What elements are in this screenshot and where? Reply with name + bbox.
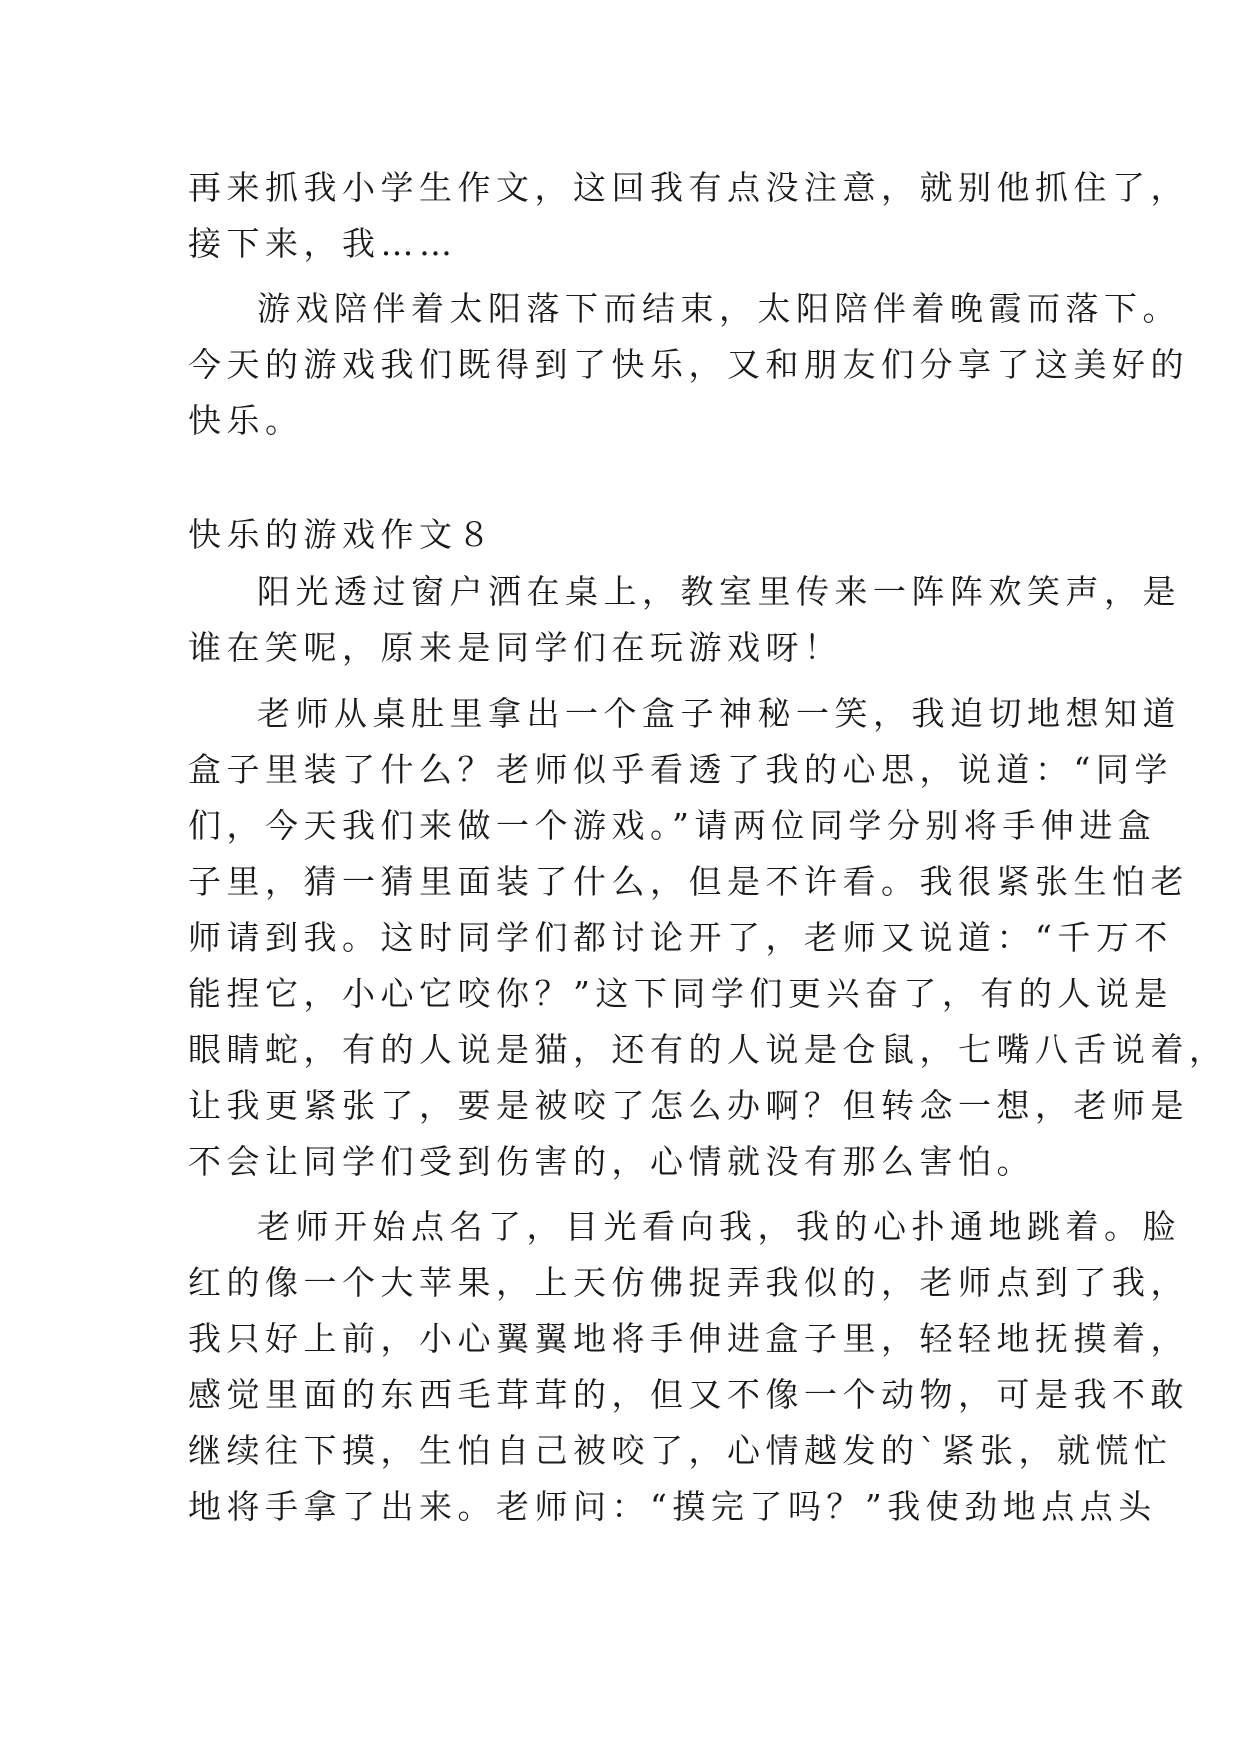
text-line: 谁在笑呢，原来是同学们在玩游戏呀！ — [188, 628, 843, 667]
text-line: 红的像一个大苹果，上天仿佛捉弄我似的，老师点到了我， — [188, 1263, 1189, 1302]
section-heading: 快乐的游戏作文８ — [188, 515, 496, 554]
text-line: 接下来，我…… — [188, 224, 458, 263]
text-line: 子里，猜一猜里面装了什么，但是不许看。我很紧张生怕老 — [188, 862, 1189, 901]
text-line: 老师从桌肚里拿出一个盒子神秘一笑，我迫切地想知道 — [257, 694, 1181, 733]
text-line: 们，今天我们来做一个游戏。”请两位同学分别将手伸进盒 — [188, 806, 1157, 845]
text-line: 能捏它，小心它咬你？”这下同学们更兴奋了，有的人说是 — [188, 974, 1173, 1013]
text-line: 眼睛蛇，有的人说是猫，还有的人说是仓鼠，七嘴八舌说着， — [188, 1030, 1228, 1069]
text-line: 继续往下摸，生怕自己被咬了，心情越发的`紧张，就慌忙 — [188, 1431, 1173, 1470]
text-line: 师请到我。这时同学们都讨论开了，老师又说道：“千万不 — [188, 918, 1173, 957]
text-line: 盒子里装了什么？老师似乎看透了我的心思，说道：“同学 — [188, 750, 1173, 789]
text-line: 阳光透过窗户洒在桌上，教室里传来一阵阵欢笑声，是 — [257, 572, 1181, 611]
text-line: 我只好上前，小心翼翼地将手伸进盒子里，轻轻地抚摸着， — [188, 1319, 1189, 1358]
text-line: 感觉里面的东西毛茸茸的，但又不像一个动物，可是我不敢 — [188, 1375, 1189, 1414]
text-line: 让我更紧张了，要是被咬了怎么办啊？但转念一想，老师是 — [188, 1086, 1189, 1125]
text-line: 老师开始点名了，目光看向我，我的心扑通地跳着。脸 — [257, 1207, 1181, 1246]
text-line: 今天的游戏我们既得到了快乐，又和朋友们分享了这美好的 — [188, 345, 1189, 384]
text-line: 快乐。 — [188, 401, 304, 440]
text-line: 再来抓我小学生作文，这回我有点没注意，就别他抓住了， — [188, 168, 1189, 207]
text-line: 地将手拿了出来。老师问：“摸完了吗？”我使劲地点点头 — [188, 1487, 1157, 1526]
text-line: 游戏陪伴着太阳落下而结束，太阳陪伴着晚霞而落下。 — [257, 289, 1181, 328]
text-line: 不会让同学们受到伤害的，心情就没有那么害怕。 — [188, 1142, 1035, 1181]
